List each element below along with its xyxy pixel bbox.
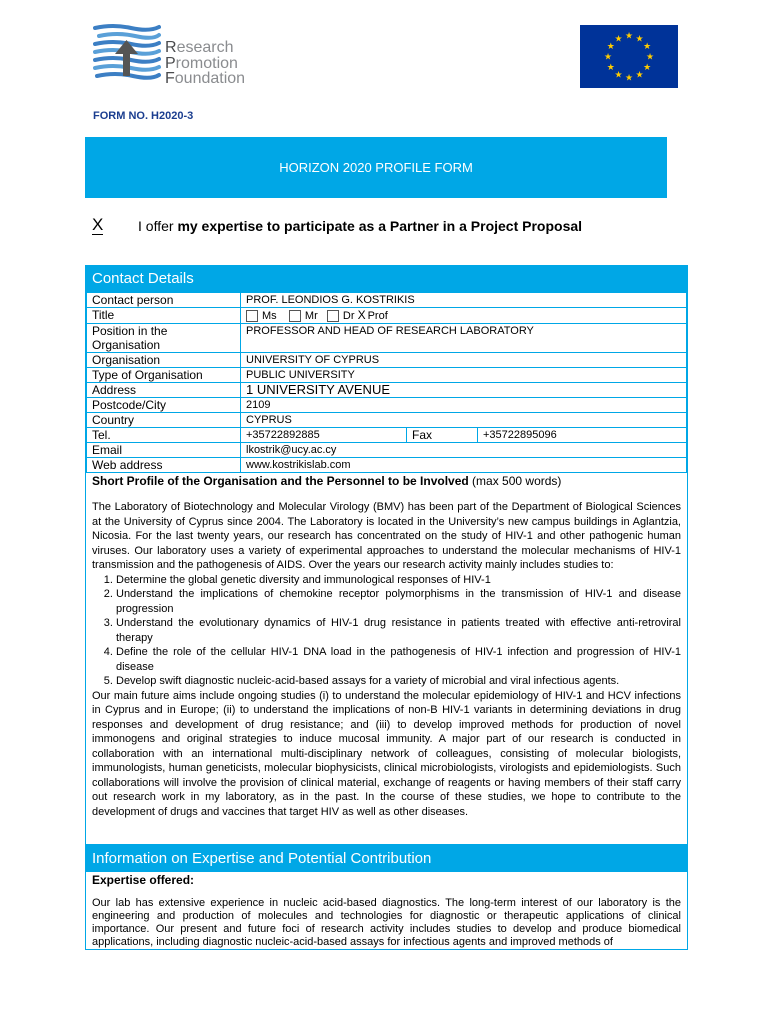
contact-details-section: [85, 265, 688, 845]
offer-statement: [92, 215, 692, 237]
contact-person-field[interactable]: PROF. LEONDIOS G. KOSTRIKIS: [241, 293, 687, 308]
form-title-banner: [85, 137, 667, 198]
list-item: 4. Define the role of the cellular HIV-1 DNA load in the pathogenesis of HIV-1 infection and progression of HIV-1 disease: [116, 645, 681, 674]
expertise-heading: Information on Expertise and Potential Contribution: [86, 846, 687, 872]
eu-stars-icon: [580, 25, 678, 88]
table-row: [87, 368, 687, 383]
row-label: Title: [87, 308, 241, 324]
profile-heading: Short Profile of the Organisation and the Personnel to be Involved (max 500 words): [92, 474, 562, 488]
row-label: Country: [87, 413, 241, 428]
row-label: Address: [87, 383, 241, 398]
eu-star-icon: ★: [603, 51, 613, 62]
offer-checkbox-mark[interactable]: X: [92, 215, 104, 234]
fax-label: Fax: [407, 428, 478, 443]
list-item: 3. Understand the evolutionary dynamics of HIV-1 drug resistance in patients treated with effective anti-retroviral therapy: [116, 616, 681, 645]
rpf-logo-text: Research Promotion Foundation: [165, 39, 246, 87]
contact-table: [86, 292, 687, 473]
eu-star-icon: ★: [614, 69, 623, 80]
table-row: [87, 443, 687, 458]
table-row: [87, 458, 687, 473]
mr-checkbox[interactable]: [289, 310, 301, 322]
form-title: HORIZON 2020 PROFILE FORM: [279, 160, 473, 175]
row-label: Postcode/City: [87, 398, 241, 413]
rpf-logo-icon: [93, 22, 161, 94]
eu-star-icon: ★: [606, 41, 615, 51]
organisation-field[interactable]: UNIVERSITY OF CYPRUS: [241, 353, 687, 368]
eu-flag: [580, 25, 678, 88]
expertise-section: [85, 845, 688, 950]
list-item: 2. Understand the implications of chemokine receptor polymorphisms in the transmission of HIV-1 and disease progression: [116, 587, 681, 616]
eu-star-icon: ★: [635, 33, 644, 44]
table-row: [87, 308, 687, 324]
eu-star-icon: ★: [624, 72, 634, 83]
eu-star-icon: ★: [606, 62, 615, 72]
table-row: [87, 413, 687, 428]
profile-intro: The Laboratory of Biotechnology and Molecular Virology (BMV) has been part of the Department of Biological Sciences at the University of Cyprus since 2004. The Laboratory is located in the University’s new campus buildings in Aglantzia, Nicosia. For the last twenty years, our research has concentrated on the study of HIV-1 and other pathogenic human viruses. Our laboratory uses a variety of experimental approaches to understand the molecular mechanisms of HIV-1 transmission and the pathogenesis of AIDS. Over the years our research activity mainly includes studies to:: [92, 501, 681, 571]
postcode-field[interactable]: 2109: [241, 398, 687, 413]
email-field[interactable]: lkostrik@ucy.ac.cy: [241, 443, 687, 458]
contact-details-heading: Contact Details: [86, 266, 687, 292]
table-row: [87, 293, 687, 308]
row-label: Type of Organisation: [87, 368, 241, 383]
row-label: Position in the Organisation: [87, 324, 241, 353]
tel-field[interactable]: +35722892885: [241, 428, 407, 443]
fax-field[interactable]: +35722895096: [478, 428, 687, 443]
address-field[interactable]: 1 UNIVERSITY AVENUE: [241, 383, 687, 398]
list-item: 5. Develop swift diagnostic nucleic-acid-based assays for a variety of microbial and viral infectious agents.: [116, 674, 681, 689]
dr-checkbox[interactable]: [327, 310, 339, 322]
expertise-subheading: Expertise offered:: [92, 873, 195, 887]
table-row: [87, 428, 687, 443]
profile-closing: Our main future aims include ongoing studies (i) to understand the molecular epidemiology of HIV-1 and HCV infections in Cyprus and in Europe; (ii) to understand the implications of non-B HIV-1 variants in determining deviations in drug responses and development of drug resistance; and (iii) to develop improved methods for production of novel immonogens and original strategies to induce mucosal immunity. A major part of our research is conducted in collaboration with an international multi-disciplinary network of colleagues, consisting of molecular biologists, immunologists, human geneticists, molecular biophysicists, clinical microbiologists, virologists and epidemiologists. Such collaborations will involve the provision of clinical material, exchange of reagents or having members of their staff carry out research work in my laboratory, as in the past. In the course of these studies, we hope to contribute to the development of drugs and vaccines that target HIV as well as other diseases.: [92, 689, 681, 818]
web-address-field[interactable]: www.kostrikislab.com: [241, 458, 687, 473]
row-label: Organisation: [87, 353, 241, 368]
ms-checkbox[interactable]: [246, 310, 258, 322]
rpf-logo: [93, 22, 263, 94]
country-field[interactable]: CYPRUS: [241, 413, 687, 428]
eu-star-icon: ★: [614, 33, 623, 44]
list-item: 1. Determine the global genetic diversity and immunological responses of HIV-1: [116, 573, 681, 588]
eu-star-icon: ★: [643, 41, 652, 51]
eu-star-icon: ★: [635, 69, 644, 80]
offer-bold-text: my expertise to participate as a Partner in a Project Proposal: [177, 218, 583, 234]
row-label: Web address: [87, 458, 241, 473]
row-label: Contact person: [87, 293, 241, 308]
form-number: FORM NO. H2020-3: [93, 110, 194, 122]
table-row: [87, 398, 687, 413]
table-row: [87, 324, 687, 353]
row-label: Tel.: [87, 428, 241, 443]
prof-checkbox[interactable]: X: [357, 308, 366, 322]
offer-prefix: I offer: [138, 218, 178, 234]
title-options: Ms Mr Dr X Prof: [241, 308, 687, 324]
table-row: [87, 353, 687, 368]
table-row: [87, 383, 687, 398]
eu-star-icon: ★: [645, 51, 655, 62]
eu-star-icon: ★: [643, 62, 652, 72]
position-field[interactable]: PROFESSOR AND HEAD OF RESEARCH LABORATORY: [241, 324, 687, 353]
row-label: Email: [87, 443, 241, 458]
expertise-text[interactable]: Our lab has extensive experience in nucleic acid-based diagnostics. The long-term interest of our laboratory is the engineering and production of molecules and technologies for diagnostic or therapeutic applications of clinical importance. Our present and future foci of research activity includes studies to develop and produce biomedical applications, including diagnostic nucleic-acid-based assays for infectious agents and improved methods of: [92, 897, 681, 948]
profile-text[interactable]: [86, 500, 687, 819]
org-type-field[interactable]: PUBLIC UNIVERSITY: [241, 368, 687, 383]
eu-star-icon: ★: [624, 30, 634, 41]
profile-list: [92, 573, 681, 689]
